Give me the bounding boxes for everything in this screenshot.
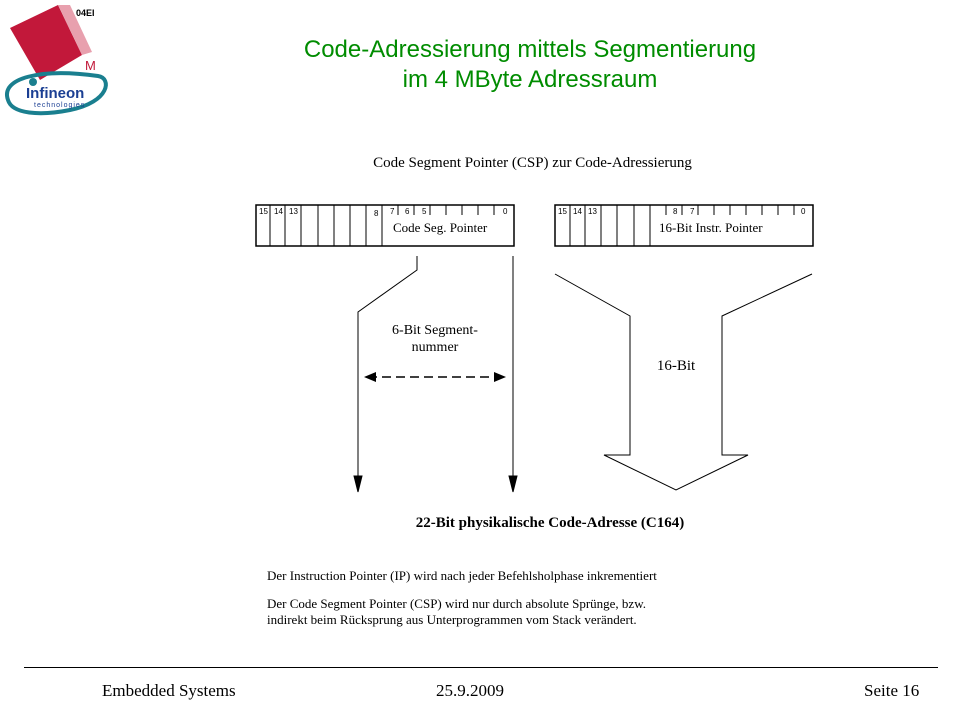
ip-bit-label: 15 [558, 207, 567, 216]
title-line-1: Code-Adressierung mittels Segmentierung [303, 36, 757, 63]
segment-left-arrowhead [354, 476, 362, 492]
ip-width-label: 16-Bit [656, 358, 696, 374]
note-csp-line-2: indirekt beim Rücksprung aus Unterprogrammen vom Stack verändert. [267, 612, 637, 627]
csp-register-label: Code Seg. Pointer [393, 220, 488, 235]
note-csp-line-1: Der Code Segment Pointer (CSP) wird nur durch absolute Sprünge, bzw. [267, 596, 646, 611]
csp-bit-label: 8 [374, 209, 379, 218]
csp-bit-label: 0 [503, 207, 508, 216]
segment-connector [354, 256, 517, 492]
csp-bit-label: 5 [422, 207, 427, 216]
ip-bit-label: 14 [573, 207, 582, 216]
diagram-heading: Code Segment Pointer (CSP) zur Code-Adressierung [373, 155, 692, 171]
logo-brand-top: Infineon [26, 85, 85, 102]
ip-bit-label: 8 [673, 207, 678, 216]
logo-brand-bottom: technologies [34, 102, 86, 109]
csp-bit-label: 6 [405, 207, 410, 216]
ip-bit-label: 13 [588, 207, 597, 216]
csp-bit-label: 15 [259, 207, 268, 216]
logo-m-label: M [85, 58, 96, 73]
segment-label [370, 322, 500, 356]
segment-label-line-1: 6-Bit Segment- [392, 323, 478, 338]
ip-register-label: 16-Bit Instr. Pointer [659, 220, 763, 235]
logo-top-label: 04EI [76, 8, 95, 18]
csp-bit-label: 13 [289, 207, 298, 216]
footer-left: Embedded Systems [102, 681, 236, 700]
ip-bit-label: 0 [801, 207, 806, 216]
title-line-2: im 4 MByte Adressraum [402, 66, 658, 93]
segment-width-arrow-right [494, 372, 506, 382]
footer-divider [24, 667, 938, 668]
segment-left-line [358, 256, 417, 482]
segment-width-arrow [364, 372, 506, 382]
footer-page-number: Seite 16 [864, 681, 920, 700]
ip-funnel-arrow [555, 274, 812, 490]
result-label: 22-Bit physikalische Code-Adresse (C164) [415, 515, 685, 531]
segment-right-arrowhead [509, 476, 517, 492]
csp-bit-label: 7 [390, 207, 395, 216]
segment-label-line-2: nummer [411, 340, 459, 355]
notes [267, 568, 827, 628]
footer-date: 25.9.2009 [436, 681, 504, 700]
segment-width-arrow-left [364, 372, 376, 382]
csp-bit-label: 14 [274, 207, 283, 216]
ip-bit-label: 7 [690, 207, 695, 216]
note-ip: Der Instruction Pointer (IP) wird nach jeder Befehlsholphase inkrementiert [267, 568, 657, 583]
